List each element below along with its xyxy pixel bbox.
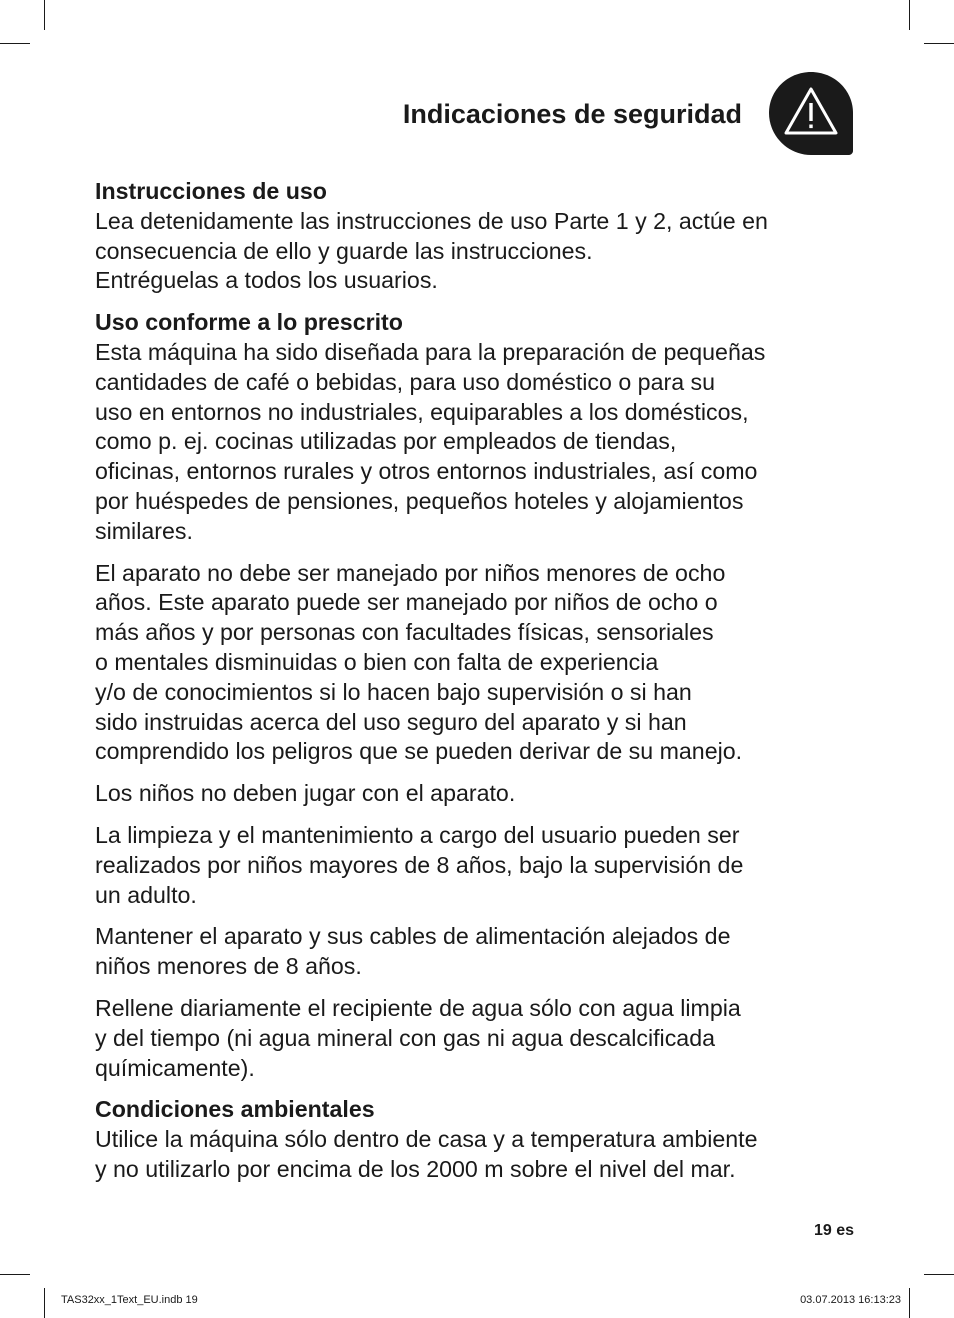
crop-mark [0, 1274, 30, 1275]
text-line: Mantener el aparato y sus cables de alimentación alejados de [95, 923, 731, 950]
section-title: Uso conforme a lo prescrito [95, 309, 403, 336]
text-line: niños menores de 8 años. [95, 953, 362, 980]
page-title: Indicaciones de seguridad [402, 99, 742, 129]
footer-filename: TAS32xx_1Text_EU.indb 19 [61, 1294, 198, 1306]
text-line: Lea detenidamente las instrucciones de uso Parte 1 y 2, actúe en [95, 207, 768, 234]
text-line: realizados por niños mayores de 8 años, bajo la supervisión de [95, 851, 744, 878]
text-line: y del tiempo (ni agua mineral con gas ni agua descalcificada [95, 1024, 715, 1051]
text-line: Rellene diariamente el recipiente de agua sólo con agua limpia [95, 994, 741, 1021]
text-line: oficinas, entornos rurales y otros entornos industriales, así como [95, 458, 758, 485]
text-line: comprendido los peligros que se pueden derivar de su manejo. [95, 738, 743, 765]
crop-mark [924, 1274, 954, 1275]
text-line: y/o de conocimientos si lo hacen bajo supervisión o si han [95, 678, 692, 705]
text-line: Los niños no deben jugar con el aparato. [95, 780, 516, 807]
paragraph [95, 1125, 865, 1185]
text-line: uso en entornos no industriales, equiparables a los domésticos, [95, 398, 749, 425]
crop-mark [0, 43, 30, 44]
text-line: y no utilizarlo por encima de los 2000 m sobre el nivel del mar. [95, 1155, 736, 1182]
text-line: o mentales disminuidas o bien con falta de experiencia [95, 648, 659, 675]
text-line: como p. ej. cocinas utilizadas por empleados de tiendas, [95, 428, 677, 455]
section-title: Condiciones ambientales [95, 1096, 375, 1123]
text-line: más años y por personas con facultades físicas, sensoriales [95, 619, 714, 646]
crop-mark [909, 1288, 910, 1318]
text-line: Entréguelas a todos los usuarios. [95, 267, 438, 294]
paragraph [95, 821, 865, 910]
section [95, 177, 865, 296]
text-line: sido instruidas acerca del uso seguro del aparato y si han [95, 708, 687, 735]
text-line: un adulto. [95, 881, 197, 908]
text-line: consecuencia de ello y guarde las instrucciones. [95, 237, 593, 264]
section [95, 308, 865, 1083]
text-line: Utilice la máquina sólo dentro de casa y a temperatura ambiente [95, 1126, 758, 1153]
text-line: químicamente). [95, 1054, 255, 1081]
text-line: cantidades de café o bebidas, para uso doméstico o para su [95, 368, 716, 395]
paragraph [95, 559, 865, 768]
text-line: por huéspedes de pensiones, pequeños hoteles y alojamientos [95, 487, 744, 514]
paragraph [95, 922, 865, 982]
text-line: Esta máquina ha sido diseñada para la preparación de pequeñas [95, 338, 766, 365]
paragraph [95, 338, 865, 547]
paragraph [95, 207, 865, 296]
crop-mark [924, 43, 954, 44]
text-line: La limpieza y el mantenimiento a cargo del usuario pueden ser [95, 821, 740, 848]
document-body [95, 177, 865, 1197]
crop-mark [44, 1288, 45, 1318]
crop-mark [909, 0, 910, 30]
footer-timestamp: 03.07.2013 16:13:23 [800, 1294, 901, 1306]
text-line: similares. [95, 517, 193, 544]
section [95, 1095, 865, 1184]
paragraph [95, 994, 865, 1083]
page-number: 19 es [813, 1222, 854, 1239]
text-line: El aparato no debe ser manejado por niños menores de ocho [95, 559, 726, 586]
crop-mark [44, 0, 45, 30]
warning-triangle-icon [769, 72, 853, 155]
paragraph [95, 779, 865, 809]
text-line: años. Este aparato puede ser manejado por niños de ocho o [95, 589, 718, 616]
section-title: Instrucciones de uso [95, 178, 327, 204]
